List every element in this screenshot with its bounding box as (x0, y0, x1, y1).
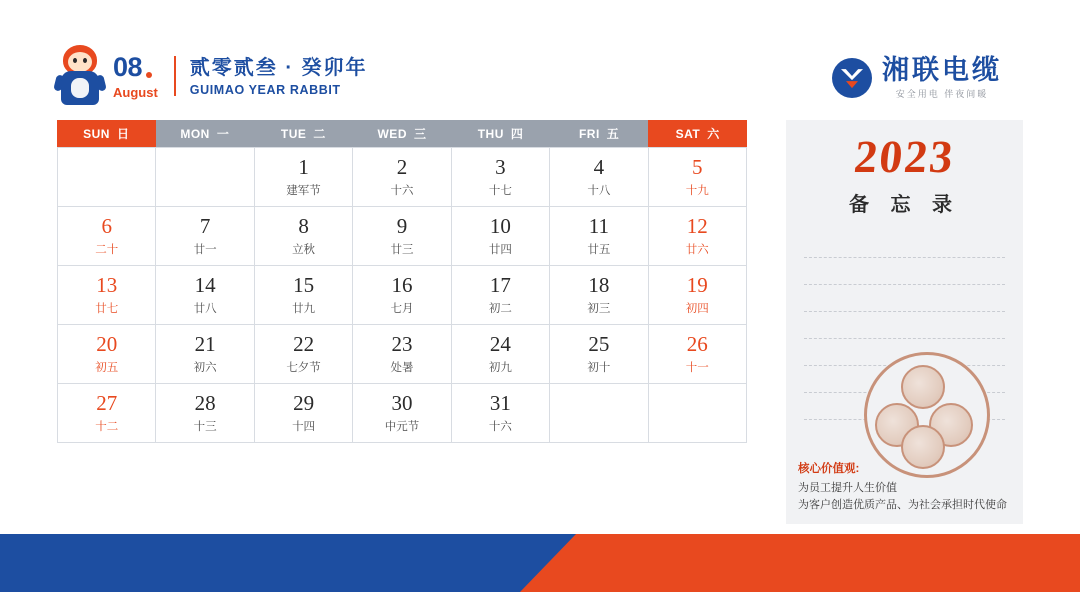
day-cell[interactable] (156, 266, 254, 325)
footer (0, 534, 1080, 592)
day-lunar-label: 十九 (685, 185, 709, 198)
day-cell[interactable] (452, 148, 550, 207)
weekday-header-sun (57, 120, 156, 147)
day-lunar-label: 二十 (95, 244, 119, 257)
memo-year: 2023 (851, 131, 958, 182)
day-cell[interactable] (353, 266, 451, 325)
weekday-en: FRI (578, 126, 600, 141)
weekday-header-sat (648, 120, 747, 147)
day-cell[interactable] (452, 266, 550, 325)
footer-red-band (520, 534, 1080, 592)
memo-panel (786, 120, 1023, 524)
day-lunar-label: 七夕节 (286, 362, 321, 375)
day-number: 9 (396, 213, 408, 238)
day-lunar-label: 初十 (587, 362, 611, 375)
day-lunar-label: 十一 (685, 362, 709, 375)
day-cell[interactable] (649, 148, 747, 207)
day-number: 8 (298, 213, 309, 238)
day-cell[interactable] (649, 266, 747, 325)
day-number: 24 (489, 331, 511, 356)
day-cell[interactable] (353, 384, 451, 443)
day-cell[interactable] (255, 266, 353, 325)
day-cell[interactable] (452, 207, 550, 266)
day-lunar-label: 初四 (685, 303, 709, 316)
day-lunar-label: 七月 (390, 303, 414, 316)
day-lunar-label: 廿一 (193, 244, 217, 257)
footer-blue-band (0, 534, 600, 592)
brand-slogan: 安全用电 伴夜间暖 (895, 89, 989, 100)
weekday-cn: 五 (606, 127, 620, 141)
day-number: 7 (199, 213, 211, 238)
day-lunar-label: 立秋 (292, 244, 316, 257)
day-cell[interactable] (452, 384, 550, 443)
day-number: 31 (489, 390, 511, 415)
day-grid (57, 147, 747, 443)
day-lunar-label: 初二 (488, 303, 512, 316)
memo-line[interactable] (804, 231, 1005, 258)
day-cell[interactable] (452, 325, 550, 384)
day-lunar-label: 十七 (488, 185, 512, 198)
day-lunar-label: 处暑 (390, 362, 414, 375)
core-values-line-2: 为客户创造优质产品、为社会承担时代使命 (798, 498, 1007, 511)
day-cell-empty (649, 384, 747, 443)
month-number (113, 51, 152, 82)
memo-line[interactable] (804, 285, 1005, 312)
brand-name: 湘联电缆 (882, 55, 1002, 85)
weekday-cn: 二 (313, 127, 326, 141)
day-lunar-label: 廿三 (390, 244, 414, 257)
day-number: 20 (96, 331, 118, 356)
weekday-en: WED (377, 126, 407, 141)
day-lunar-label: 初三 (587, 303, 611, 316)
day-cell[interactable] (255, 148, 353, 207)
day-cell[interactable] (156, 384, 254, 443)
core-values-line-1: 为员工提升人生价值 (798, 482, 897, 494)
title-english: GUIMAO YEAR RABBIT (189, 82, 341, 97)
day-cell-empty (156, 148, 254, 207)
weekday-header-wed (353, 120, 452, 147)
weekday-en: THU (477, 126, 504, 141)
memo-line[interactable] (804, 258, 1005, 285)
day-number: 28 (194, 390, 216, 415)
day-number: 14 (194, 272, 216, 297)
day-cell-empty (550, 384, 648, 443)
day-lunar-label: 廿八 (193, 303, 217, 316)
day-number: 30 (391, 390, 413, 415)
weekday-cn: 日 (116, 127, 130, 141)
calendar-header (55, 45, 368, 107)
weekday-header-row (57, 120, 747, 147)
title-block (190, 56, 368, 97)
day-number: 5 (692, 154, 703, 179)
day-lunar-label: 十六 (488, 421, 512, 434)
day-number: 13 (96, 272, 118, 297)
weekday-en: SUN (83, 126, 110, 141)
xianglian-logo-icon (832, 58, 872, 98)
brand-logo (832, 56, 1002, 100)
month-block (113, 51, 158, 100)
day-number: 6 (101, 213, 112, 238)
core-values (786, 460, 1023, 513)
day-lunar-label: 廿六 (685, 244, 709, 257)
weekday-cn: 一 (216, 127, 230, 141)
day-number: 10 (489, 213, 511, 238)
day-cell[interactable] (156, 325, 254, 384)
month-number-text: 08 (113, 51, 143, 82)
day-cell[interactable] (550, 207, 648, 266)
title-chinese: 贰零贰叁 · 癸卯年 (189, 56, 368, 79)
brand-text (882, 56, 1002, 100)
weekday-en: TUE (280, 126, 307, 141)
day-lunar-label: 初六 (193, 362, 217, 375)
day-number: 23 (391, 331, 413, 356)
weekday-en: MON (180, 126, 210, 141)
day-lunar-label: 廿五 (587, 244, 611, 257)
day-cell[interactable] (156, 207, 254, 266)
day-number: 1 (298, 154, 309, 179)
weekday-cn: 四 (510, 127, 524, 141)
memo-title: 备 忘 录 (848, 194, 961, 216)
day-number: 21 (194, 331, 216, 356)
day-number: 4 (593, 154, 605, 179)
day-cell[interactable] (255, 325, 353, 384)
day-number: 2 (396, 154, 408, 179)
day-lunar-label: 中元节 (384, 421, 420, 434)
day-lunar-label: 十八 (587, 185, 611, 198)
day-cell[interactable] (58, 325, 156, 384)
day-number: 15 (293, 272, 315, 297)
day-cell[interactable] (649, 207, 747, 266)
day-number: 12 (686, 213, 708, 238)
day-cell[interactable] (550, 325, 648, 384)
mascot-icon (55, 45, 105, 107)
day-cell[interactable] (255, 207, 353, 266)
weekday-cn: 三 (413, 127, 427, 141)
core-values-title: 核心价值观: (798, 463, 860, 475)
day-lunar-label: 十二 (95, 421, 119, 434)
day-cell[interactable] (255, 384, 353, 443)
memo-line[interactable] (804, 312, 1005, 339)
day-number: 22 (293, 331, 315, 356)
day-number: 3 (495, 154, 506, 179)
day-number: 26 (686, 331, 708, 356)
day-lunar-label: 初五 (95, 362, 119, 375)
day-number: 16 (391, 272, 413, 297)
month-dot-icon (146, 72, 152, 78)
day-lunar-label: 初九 (488, 362, 512, 375)
day-lunar-label: 廿九 (292, 303, 316, 316)
day-cell[interactable] (58, 207, 156, 266)
day-lunar-label: 廿七 (95, 303, 119, 316)
day-cell[interactable] (353, 207, 451, 266)
day-number: 19 (686, 272, 708, 297)
day-number: 17 (489, 272, 511, 297)
day-number: 27 (96, 390, 118, 415)
day-cell[interactable] (353, 148, 451, 207)
day-cell[interactable] (58, 384, 156, 443)
month-name: August (113, 84, 158, 100)
day-cell[interactable] (550, 266, 648, 325)
day-lunar-label: 十六 (390, 185, 414, 198)
calendar-table (57, 120, 747, 443)
day-cell[interactable] (58, 266, 156, 325)
day-number: 11 (588, 213, 609, 238)
day-lunar-label: 廿四 (488, 244, 512, 257)
day-cell[interactable] (649, 325, 747, 384)
day-cell[interactable] (353, 325, 451, 384)
weekday-en: SAT (675, 126, 701, 141)
day-cell-empty (58, 148, 156, 207)
header-divider (174, 56, 176, 96)
day-lunar-label: 建军节 (286, 185, 321, 198)
weekday-header-tue (254, 120, 353, 147)
weekday-cn: 六 (707, 127, 720, 141)
day-number: 18 (588, 272, 610, 297)
day-cell[interactable] (550, 148, 648, 207)
weekday-header-thu (451, 120, 550, 147)
day-number: 25 (588, 331, 610, 356)
weekday-header-fri (550, 120, 649, 147)
day-number: 29 (293, 390, 315, 415)
day-lunar-label: 十四 (292, 421, 316, 434)
weekday-header-mon (156, 120, 255, 147)
day-lunar-label: 十三 (193, 421, 217, 434)
